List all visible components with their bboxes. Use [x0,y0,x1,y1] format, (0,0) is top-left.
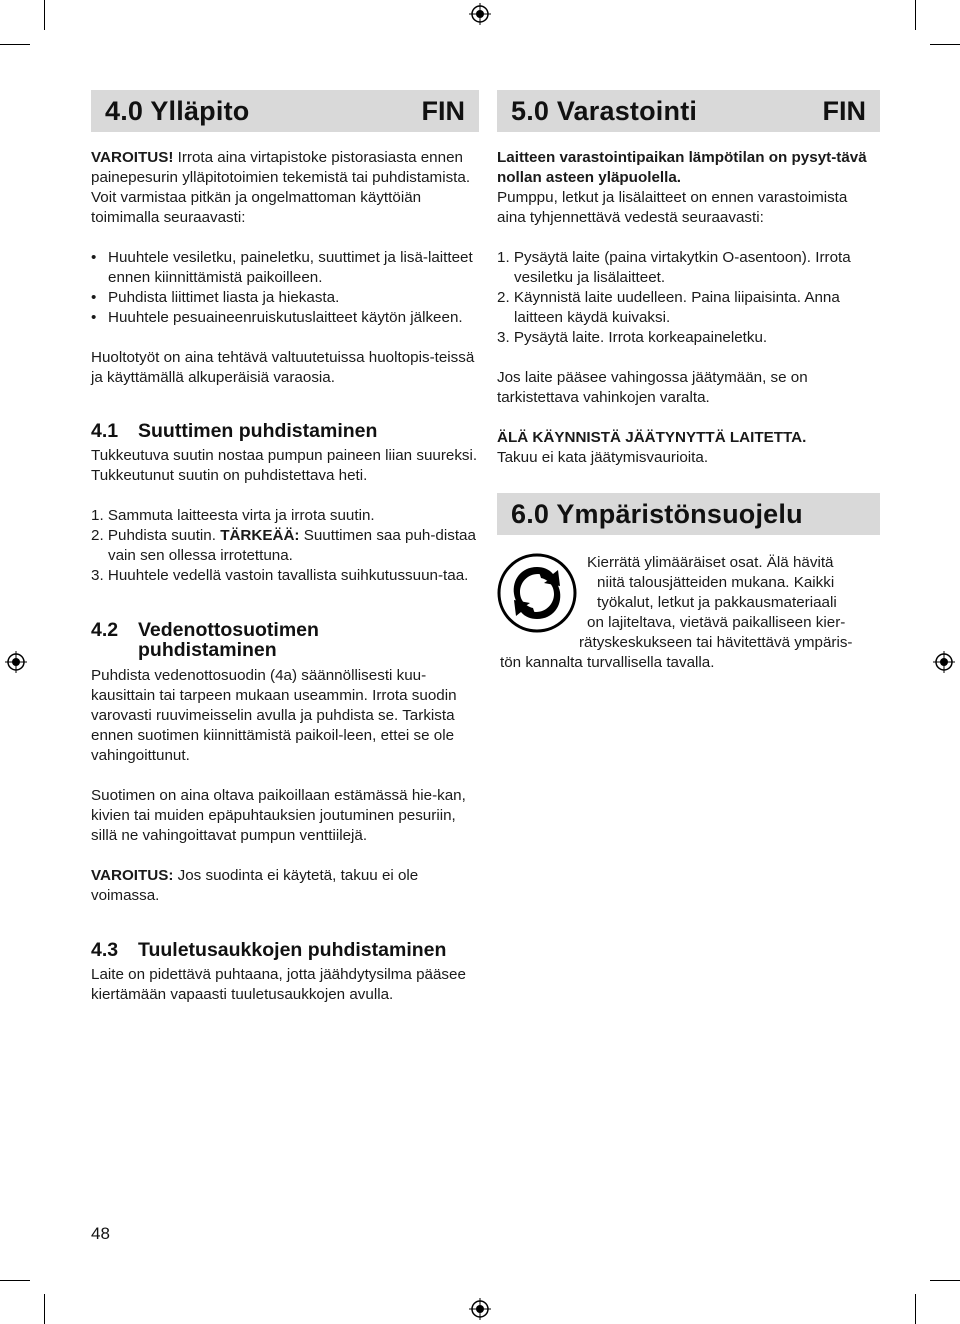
heading-number: 4.3 [91,939,119,961]
maintenance-list [91,248,479,328]
list-item: 3. Pysäytä laite. Irrota korkeapaineletku. [497,329,768,346]
section-title: 6.0 Ympäristönsuojelu [511,498,803,529]
step-text: Suuttimen saa puh-distaa vain sen ollessa irrotettuna. [108,527,476,564]
text-line: Kierrätä ylimääräiset osat. Älä hävitä [587,554,834,571]
crop-mark [930,44,960,45]
caution-text: ÄLÄ KÄYNNISTÄ JÄÄTYNYTTÄ LAITETTA. [497,429,807,446]
page-number: 48 [91,1224,110,1243]
text-line: työkalut, letkut ja pakkausmateriaali [597,594,837,611]
nozzle-paragraph: Tukkeutuva suutin nostaa pumpun paineen liian suureksi. Tukkeutunut suutin on puhdistettava heti. [91,447,478,484]
registration-mark-icon [469,3,491,25]
language-label: FIN [421,95,465,126]
vent-paragraph: Laite on pidettävä puhtaana, jotta jäähdytysilma pääsee kiertämään vapaasti tuuletusaukkojen avulla. [91,966,466,1003]
list-item: 3. Huuhtele vedellä vastoin tavallista suihkutussuun-taa. [91,567,469,584]
list-item: • Huuhtele pesuaineenruiskutuslaitteet käytön jälkeen. [91,308,479,328]
section-header-5 [497,90,880,132]
section-heading-4-2 [91,620,479,660]
registration-mark-icon [469,1298,491,1320]
crop-mark [915,1294,916,1324]
section-heading-4-1 [91,421,479,441]
list-item: • Huuhtele vesiletku, paineletku, suuttimet ja lisä-laitteet ennen kiinnittämistä paikoilleen. [91,248,479,288]
section-header-4 [91,90,479,132]
step-text: 2. Puhdista suutin. [91,527,221,544]
left-column [91,90,479,1005]
crop-mark [44,0,45,30]
warning-paragraph [91,148,479,188]
text-line: rätyskeskukseen tai hävitettävä ympäris- [579,634,853,651]
frost-paragraph: Jos laite pääsee vahingossa jäätymään, se on tarkistettava vahinkojen varalta. [497,369,808,406]
list-item: 2. Käynnistä laite uudelleen. Paina liipaisinta. Anna laitteen käydä kuivaksi. [497,289,840,326]
text-line: tön kannalta turvallisella tavalla. [500,654,715,671]
warning-text: Irrota aina virtapistoke pistorasiasta ennen painepesurin ylläpitotoimien tekemistä tai puhdistamista. [91,149,471,186]
service-paragraph: Huoltotyöt on aina tehtävä valtuutetuissa huoltopis-teissä ja käyttämällä alkuperäisiä varaosia. [91,349,475,386]
crop-mark [0,1280,30,1281]
heading-text: Tuuletusaukkojen puhdistaminen [138,939,447,961]
registration-mark-icon [5,651,27,673]
heading-number: 4.2 [91,619,119,641]
environment-text [497,553,880,673]
section-title: 4.0 Ylläpito [105,95,250,126]
text-line: niitä talousjätteiden mukana. Kaikki [597,574,835,591]
crop-mark [0,44,30,45]
registration-mark-icon [933,651,955,673]
filter-warning [91,866,479,906]
warning-label: VAROITUS: [91,867,174,884]
intro-paragraph: Voit varmistaa pitkän ja ongelmattoman käyttöiän toimimalla seuraavasti: [91,189,422,226]
section-header-6 [497,493,880,535]
heading-number: 4.1 [91,420,119,442]
warning-text: Jos suodinta ei käytetä, takuu ei ole voimassa. [91,867,419,904]
filter-paragraph: Suotimen on aina oltava paikoillaan estämässä hie-kan, kivien tai muiden epäpuhtauksien joutuminen pesuriin, sillä ne vahingoittavat pumpun venttiilejä. [91,787,466,844]
storage-paragraph: Pumppu, letkut ja lisälaitteet on ennen varastoimista aina tyhjennettävä vedestä seuraavasti: [497,189,848,226]
list-item: • Puhdista liittimet liasta ja hiekasta. [91,288,479,308]
heading-text: Suuttimen puhdistaminen [138,420,378,442]
section-heading-4-3 [91,940,479,960]
crop-mark [930,1280,960,1281]
warning-label: VAROITUS! [91,149,174,166]
list-item: 1. Sammuta laitteesta virta ja irrota suutin. [91,507,375,524]
list-item [91,526,479,566]
crop-mark [915,0,916,30]
text-line: on lajiteltava, vietävä paikalliseen kier- [587,614,846,631]
filter-paragraph: Puhdista vedenottosuodin (4a) säännöllisesti kuu-kausittain tai tarpeen mukaan useammin. Irrota suodin varovasti ruuvimeisselin avulla ja puhdista se. Tarkista ennen suotimen kiinnittämistä paikoil-leen, ettei se ole vahingoittunut. [91,667,457,764]
storage-bold-paragraph: Laitteen varastointipaikan lämpötilan on pysyt-tävä nollan asteen yläpuolella. [497,149,867,186]
important-label: TÄRKEÄÄ: [220,527,300,544]
section-title: 5.0 Varastointi [511,95,698,126]
warranty-text: Takuu ei kata jäätymisvaurioita. [497,449,709,466]
nozzle-steps [91,506,479,586]
heading-text: Vedenottosuotimen puhdistaminen [138,619,319,661]
language-label: FIN [822,95,866,126]
crop-mark [44,1294,45,1324]
environment-block [497,553,880,703]
storage-steps [497,248,880,348]
right-column [497,90,880,703]
list-item: 1. Pysäytä laite (paina virtakytkin O-asentoon). Irrota vesiletku ja lisälaitteet. [497,249,851,286]
